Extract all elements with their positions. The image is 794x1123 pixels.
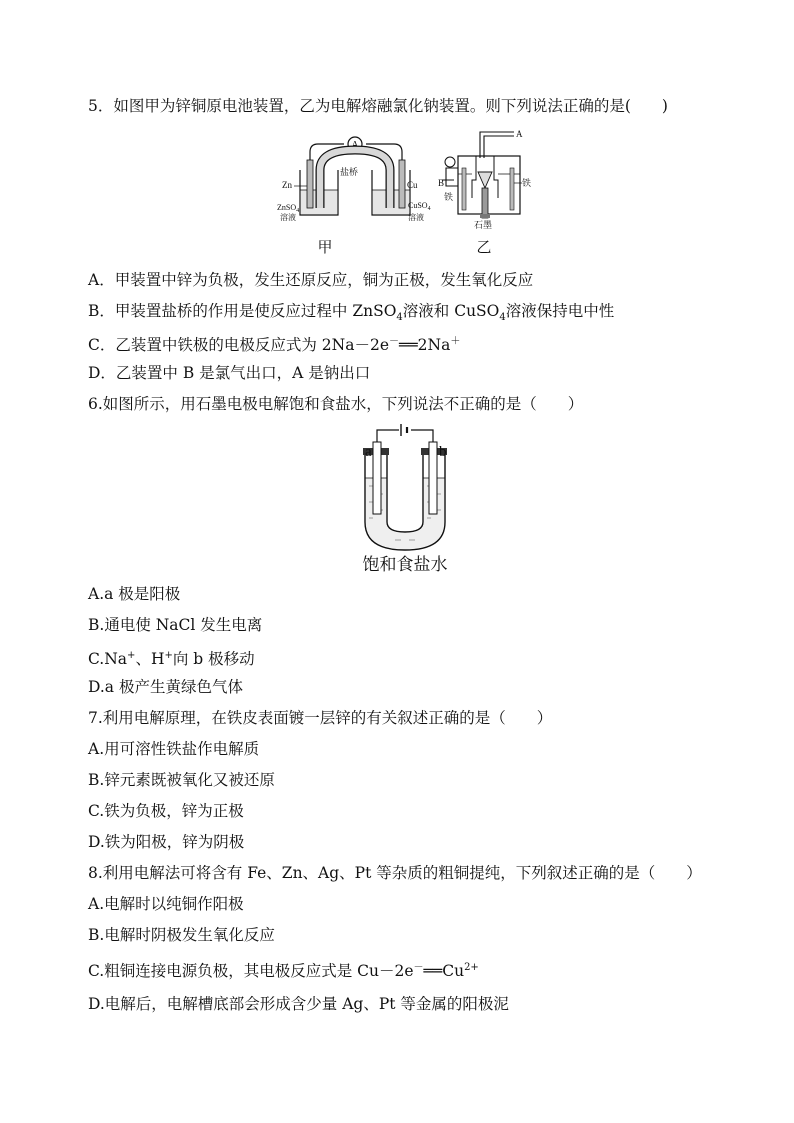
- q5-option-a: A．甲装置中锌为负极，发生还原反应，铜为正极，发生氧化反应: [88, 271, 534, 289]
- caption-jia: 甲: [317, 240, 333, 256]
- iron-right-label: 铁: [522, 178, 532, 188]
- q8-option-d: D.电解后，电解槽底部会形成含少量 Ag、Pt 等金属的阳极泥: [88, 995, 509, 1013]
- q5-option-d: D．乙装置中 B 是氯气出口，A 是钠出口: [88, 364, 371, 382]
- q7-stem: 7.利用电解原理，在铁皮表面镀一层锌的有关叙述正确的是（ ）: [88, 709, 553, 727]
- q8-stem: 8.利用电解法可将含有 Fe、Zn、Ag、Pt 等杂质的粗铜提纯，下列叙述正确的是（ ）: [88, 864, 702, 882]
- electrode-b-label: b: [439, 444, 447, 460]
- figure-jia-galvanic-cell: [270, 130, 445, 260]
- q5-option-b: B．甲装置盐桥的作用是使反应过程中 ZnSO$_4$溶液和 CuSO$_4$溶液保持电中性: [88, 302, 615, 324]
- cu-electrode: [399, 160, 405, 208]
- q8-option-a: A.电解时以纯铜作阳极: [88, 895, 244, 913]
- caption-yi: 乙: [476, 240, 492, 256]
- q7-option-c: C.铁为负极，锌为正极: [88, 802, 244, 820]
- q5-option-c: C．乙装置中铁极的电极反应式为 2Na－2e－══2Na＋: [88, 336, 461, 355]
- q7-option-a: A.用可溶性铁盐作电解质: [88, 740, 260, 758]
- q5-stem: 5．如图甲为锌铜原电池装置，乙为电解熔融氯化钠装置。则下列说法正确的是( ): [88, 97, 668, 115]
- electrode-a-label: a: [365, 444, 372, 460]
- cu-label: Cu: [407, 180, 418, 190]
- q7-option-d: D.铁为阳极，锌为阴极: [88, 833, 245, 851]
- cuso4-solution-label: 溶液: [408, 213, 424, 222]
- electrode-a: [373, 442, 381, 514]
- svg-text:CuSO4: CuSO$_4$: [408, 201, 431, 212]
- caption-saturated-brine: 饱和食盐水: [362, 555, 448, 574]
- znso4-solution-label: 溶液: [280, 213, 296, 222]
- q6-option-a: A.a 极是阳极: [88, 585, 181, 603]
- svg-text:ZnSO4: ZnSO$_4$: [277, 203, 300, 214]
- outlet-b-label: B: [438, 178, 445, 188]
- zn-label: Zn: [282, 180, 292, 190]
- iron-left-label: 铁: [444, 192, 454, 202]
- figure-yi-electrolysis-cell: [436, 128, 546, 260]
- figure-u-tube-electrolysis: [345, 422, 465, 578]
- q8-option-b: B.电解时阴极发生氧化反应: [88, 926, 275, 944]
- q6-option-c: C.Na+、H+向 b 极移动: [88, 650, 255, 669]
- q7-option-b: B.锌元素既被氧化又被还原: [88, 771, 275, 789]
- salt-bridge-label: 盐桥: [340, 167, 359, 177]
- ammeter-label: A: [351, 140, 359, 151]
- zn-electrode: [307, 160, 313, 208]
- outlet-a-label: A: [516, 129, 523, 139]
- graphite-label: 石墨: [474, 220, 493, 230]
- q6-option-b: B.通电使 NaCl 发生电离: [88, 616, 263, 634]
- q8-option-c: C.粗铜连接电源负极，其电极反应式是 $Cu-2e^-══Cu^{2+}$: [88, 962, 479, 981]
- q6-option-d: D.a 极产生黄绿色气体: [88, 678, 243, 696]
- q6-stem: 6.如图所示，用石墨电极电解饱和食盐水，下列说法不正确的是（ ）: [88, 395, 584, 413]
- electrode-b: [429, 442, 437, 514]
